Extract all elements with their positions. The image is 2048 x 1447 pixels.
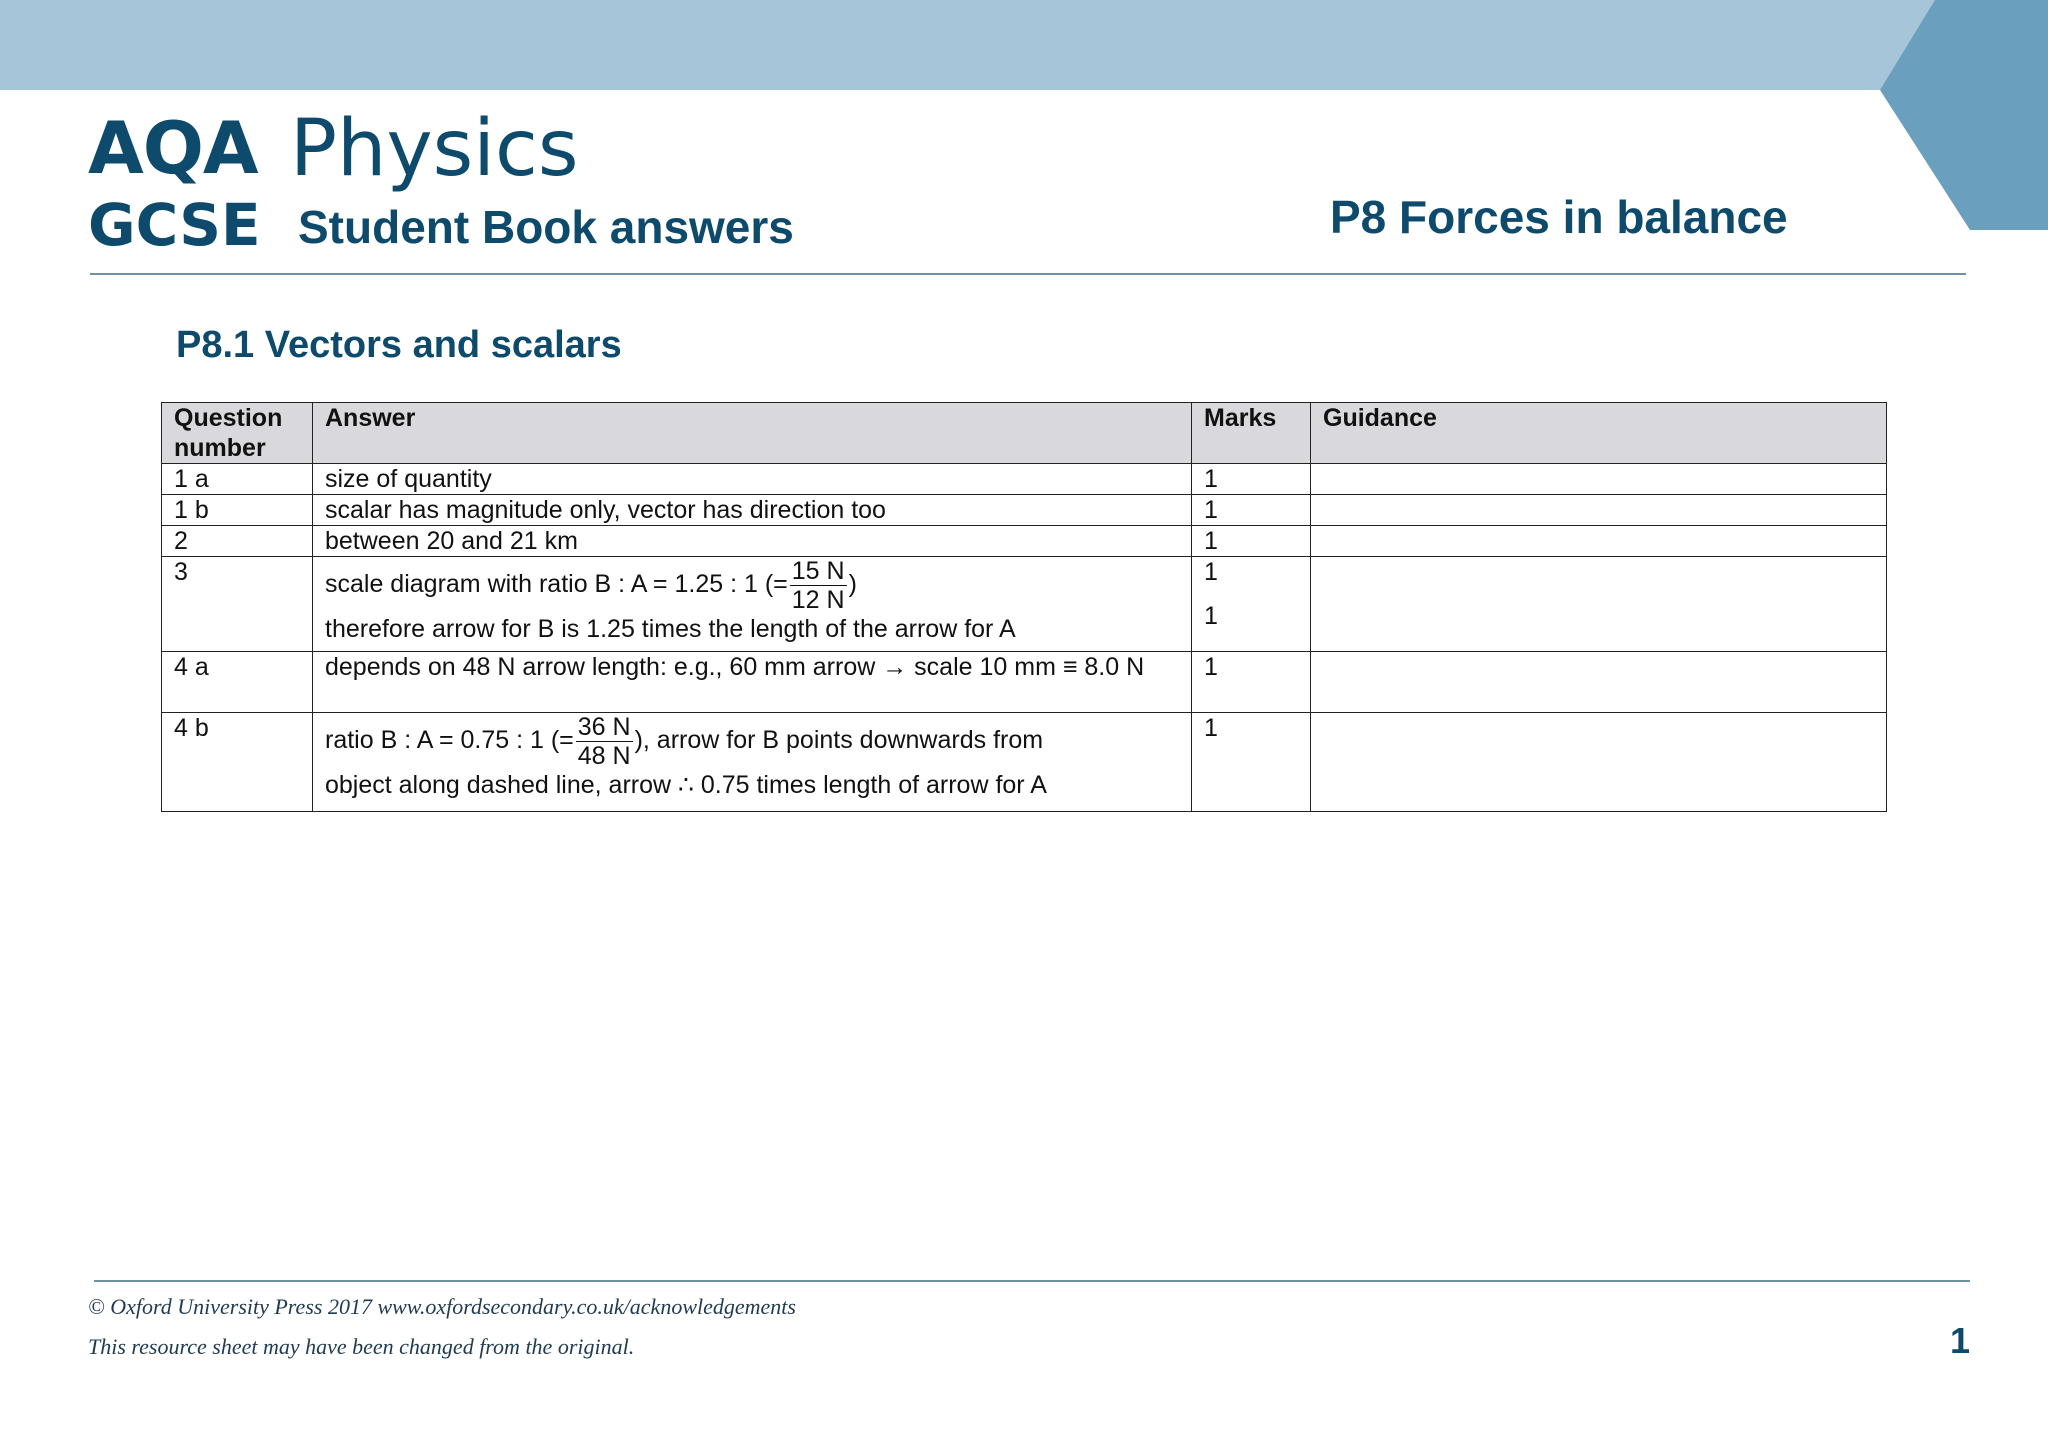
footer-note: This resource sheet may have been changed from the original.: [88, 1334, 635, 1359]
column-header-answer: Answer: [313, 403, 1192, 464]
question-cell: 4 a: [162, 652, 313, 713]
fraction-numerator: 15 N: [791, 557, 845, 585]
spacer: [1204, 587, 1298, 601]
marks-cell: 1: [1192, 495, 1311, 526]
answer-line: object along dashed line, arrow ∴ 0.75 times length of arrow for A: [325, 771, 1047, 799]
marks-cell: 1: [1192, 526, 1311, 557]
guidance-cell: [1311, 495, 1887, 526]
column-header-question: Question number: [162, 403, 313, 464]
column-header-guidance: Guidance: [1311, 403, 1887, 464]
fraction: [576, 713, 633, 770]
header-band: [0, 0, 2048, 90]
answers-table: [161, 402, 1887, 812]
answer-text: scale diagram with ratio B : A = 1.25 : 1 (=: [325, 570, 788, 599]
answer-cell: between 20 and 21 km: [313, 526, 1192, 557]
fraction-denominator: 48 N: [577, 742, 631, 770]
guidance-cell: [1311, 464, 1887, 495]
guidance-cell: [1311, 652, 1887, 713]
marks-cell: 1: [1192, 652, 1311, 713]
fraction-denominator: 12 N: [791, 586, 845, 614]
footer-copyright: © Oxford University Press 2017 www.oxfordsecondary.co.uk/acknowledgements: [88, 1294, 796, 1319]
question-cell: 3: [162, 557, 313, 652]
question-cell: 1 a: [162, 464, 313, 495]
answer-cell: [313, 713, 1192, 812]
marks-value: 1: [1204, 602, 1218, 630]
page-number: 1: [1950, 1320, 1971, 1361]
fraction-numerator: 36 N: [577, 713, 631, 741]
answer-text: ), arrow for B points downwards from: [634, 726, 1044, 755]
brand-gcse-logo: GCSE: [88, 191, 261, 259]
table-row: [162, 464, 1887, 495]
header-divider: [90, 273, 1966, 275]
answer-cell: depends on 48 N arrow length: e.g., 60 mm arrow → scale 10 mm ≡ 8.0 N: [313, 652, 1192, 713]
question-cell: 4 b: [162, 713, 313, 812]
column-header-marks: Marks: [1192, 403, 1311, 464]
question-cell: 2: [162, 526, 313, 557]
book-subtitle: Student Book answers: [298, 201, 794, 253]
table-header-row: [162, 403, 1887, 464]
guidance-cell: [1311, 557, 1887, 652]
brand-physics-logo: Physics: [290, 104, 579, 194]
guidance-cell: [1311, 526, 1887, 557]
guidance-cell: [1311, 713, 1887, 812]
chapter-title: P8 Forces in balance: [1330, 191, 1788, 243]
table-row: [162, 495, 1887, 526]
marks-value: 1: [1204, 558, 1218, 586]
answer-line: [325, 713, 1179, 770]
fraction: [790, 557, 847, 614]
answer-line: therefore arrow for B is 1.25 times the length of the arrow for A: [325, 615, 1016, 643]
answer-cell: scalar has magnitude only, vector has direction too: [313, 495, 1192, 526]
marks-cell: 1: [1192, 464, 1311, 495]
answer-text: ratio B : A = 0.75 : 1 (=: [325, 726, 574, 755]
table-row: [162, 713, 1887, 812]
section-title: P8.1 Vectors and scalars: [176, 324, 622, 366]
footer-divider: [94, 1280, 1970, 1282]
marks-cell: [1192, 557, 1311, 652]
answer-text: ): [848, 570, 857, 599]
answer-cell: size of quantity: [313, 464, 1192, 495]
table-row: [162, 526, 1887, 557]
brand-aqa-logo: AQA: [88, 106, 258, 190]
answer-cell: [313, 557, 1192, 652]
answer-line: [325, 557, 1179, 614]
table-row: [162, 652, 1887, 713]
table-row: [162, 557, 1887, 652]
marks-cell: 1: [1192, 713, 1311, 812]
question-cell: 1 b: [162, 495, 313, 526]
